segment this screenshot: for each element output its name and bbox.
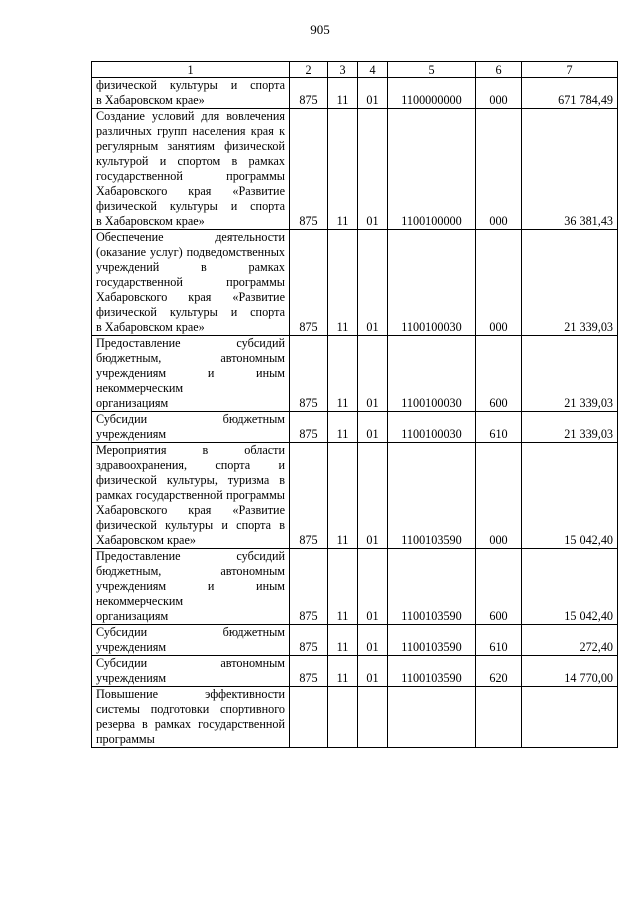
row-name-text: физической культуры и спорта — [96, 78, 285, 92]
amount-cell: 15 042,40 — [522, 549, 618, 625]
ministry-code-cell: 875 — [290, 336, 328, 412]
row-name-text: Мероприятия в области здравоохранения, спорта и физической культуры, туризма в рамках государственной программы Хабаровского края «Развитие физической культуры и спорта в — [96, 443, 285, 532]
amount-cell: 272,40 — [522, 625, 618, 656]
subsection-code-cell: 01 — [358, 336, 388, 412]
table-row — [92, 109, 618, 230]
ministry-code-cell: 875 — [290, 549, 328, 625]
ministry-code-cell: 875 — [290, 230, 328, 336]
amount-cell: 21 339,03 — [522, 230, 618, 336]
row-name-last-line: в Хабаровском крае» — [96, 214, 205, 228]
row-name-last-line: в Хабаровском крае» — [96, 320, 205, 334]
table-row — [92, 78, 618, 109]
subsection-code-cell: 01 — [358, 549, 388, 625]
section-code-cell: 11 — [328, 412, 358, 443]
target-article-cell: 1100103590 — [388, 549, 476, 625]
col-header-2: 2 — [290, 62, 328, 78]
amount-cell: 36 381,43 — [522, 109, 618, 230]
table-row — [92, 656, 618, 687]
table-row — [92, 687, 618, 748]
col-header-6: 6 — [476, 62, 522, 78]
target-article-cell: 1100100030 — [388, 336, 476, 412]
section-code-cell: 11 — [328, 336, 358, 412]
target-article-cell — [388, 687, 476, 748]
section-code-cell: 11 — [328, 549, 358, 625]
subsection-code-cell: 01 — [358, 412, 388, 443]
col-header-4: 4 — [358, 62, 388, 78]
amount-cell — [522, 687, 618, 748]
expense-type-cell: 600 — [476, 549, 522, 625]
amount-cell: 15 042,40 — [522, 443, 618, 549]
section-code-cell: 11 — [328, 230, 358, 336]
expense-type-cell: 000 — [476, 109, 522, 230]
row-name-cell — [92, 230, 290, 336]
table-row — [92, 625, 618, 656]
row-name-last-line: Хабаровском крае» — [96, 533, 196, 547]
row-name-last-line: в Хабаровском крае» — [96, 93, 205, 107]
table-row — [92, 412, 618, 443]
row-name-cell — [92, 109, 290, 230]
expense-type-cell: 000 — [476, 78, 522, 109]
col-header-7: 7 — [522, 62, 618, 78]
row-name-text: Повышение эффективности системы подготовки спортивного резерва в рамках государственной программы — [96, 687, 285, 746]
row-name-text: Предоставление субсидий бюджетным, автономным учреждениям и иным некоммерческим — [96, 549, 285, 608]
expense-type-cell: 600 — [476, 336, 522, 412]
row-name-cell — [92, 78, 290, 109]
row-name-cell — [92, 549, 290, 625]
ministry-code-cell — [290, 687, 328, 748]
amount-cell: 21 339,03 — [522, 336, 618, 412]
row-name-cell — [92, 336, 290, 412]
expense-type-cell: 610 — [476, 625, 522, 656]
row-name-last-line: учреждениям — [96, 427, 167, 441]
expense-type-cell — [476, 687, 522, 748]
ministry-code-cell: 875 — [290, 443, 328, 549]
expense-type-cell: 000 — [476, 443, 522, 549]
col-header-5: 5 — [388, 62, 476, 78]
section-code-cell: 11 — [328, 443, 358, 549]
row-name-last-line: учреждениям — [96, 640, 167, 654]
row-name-cell — [92, 656, 290, 687]
row-name-cell — [92, 443, 290, 549]
ministry-code-cell: 875 — [290, 78, 328, 109]
subsection-code-cell: 01 — [358, 78, 388, 109]
expense-type-cell: 620 — [476, 656, 522, 687]
section-code-cell: 11 — [328, 109, 358, 230]
subsection-code-cell: 01 — [358, 443, 388, 549]
budget-table — [91, 61, 618, 748]
target-article-cell: 1100103590 — [388, 625, 476, 656]
row-name-text: Субсидии бюджетным — [96, 625, 285, 639]
target-article-cell: 1100100030 — [388, 230, 476, 336]
table-row — [92, 549, 618, 625]
table-header-row — [92, 62, 618, 78]
ministry-code-cell: 875 — [290, 625, 328, 656]
target-article-cell: 1100103590 — [388, 656, 476, 687]
row-name-text: Субсидии бюджетным — [96, 412, 285, 426]
row-name-last-line: учреждениям — [96, 671, 167, 685]
row-name-text: Создание условий для вовлечения различных групп населения края к регулярным занятиям физической культурой и спортом в рамках государственной программы Хабаровского края «Развитие физической культуры и спорта — [96, 109, 285, 213]
row-name-cell — [92, 687, 290, 748]
subsection-code-cell: 01 — [358, 230, 388, 336]
section-code-cell: 11 — [328, 656, 358, 687]
row-name-cell — [92, 412, 290, 443]
target-article-cell: 1100103590 — [388, 443, 476, 549]
table-row — [92, 230, 618, 336]
row-name-last-line: организациям — [96, 396, 169, 410]
row-name-last-line: организациям — [96, 609, 169, 623]
subsection-code-cell: 01 — [358, 625, 388, 656]
col-header-3: 3 — [328, 62, 358, 78]
ministry-code-cell: 875 — [290, 656, 328, 687]
section-code-cell: 11 — [328, 78, 358, 109]
amount-cell: 671 784,49 — [522, 78, 618, 109]
target-article-cell: 1100100000 — [388, 109, 476, 230]
subsection-code-cell — [358, 687, 388, 748]
row-name-text: Обеспечение деятельности (оказание услуг) подведомственных учреждений в рамках государственной программы Хабаровского края «Развитие физической культуры и спорта — [96, 230, 285, 319]
row-name-cell — [92, 625, 290, 656]
section-code-cell: 11 — [328, 625, 358, 656]
target-article-cell: 1100000000 — [388, 78, 476, 109]
ministry-code-cell: 875 — [290, 109, 328, 230]
page-number: 905 — [310, 22, 330, 37]
expense-type-cell: 610 — [476, 412, 522, 443]
target-article-cell: 1100100030 — [388, 412, 476, 443]
subsection-code-cell: 01 — [358, 109, 388, 230]
amount-cell: 21 339,03 — [522, 412, 618, 443]
subsection-code-cell: 01 — [358, 656, 388, 687]
col-header-1: 1 — [92, 62, 290, 78]
amount-cell: 14 770,00 — [522, 656, 618, 687]
table-row — [92, 336, 618, 412]
row-name-text: Предоставление субсидий бюджетным, автономным учреждениям и иным некоммерческим — [96, 336, 285, 395]
row-name-text: Субсидии автономным — [96, 656, 285, 670]
expense-type-cell: 000 — [476, 230, 522, 336]
table-row — [92, 443, 618, 549]
section-code-cell — [328, 687, 358, 748]
ministry-code-cell: 875 — [290, 412, 328, 443]
